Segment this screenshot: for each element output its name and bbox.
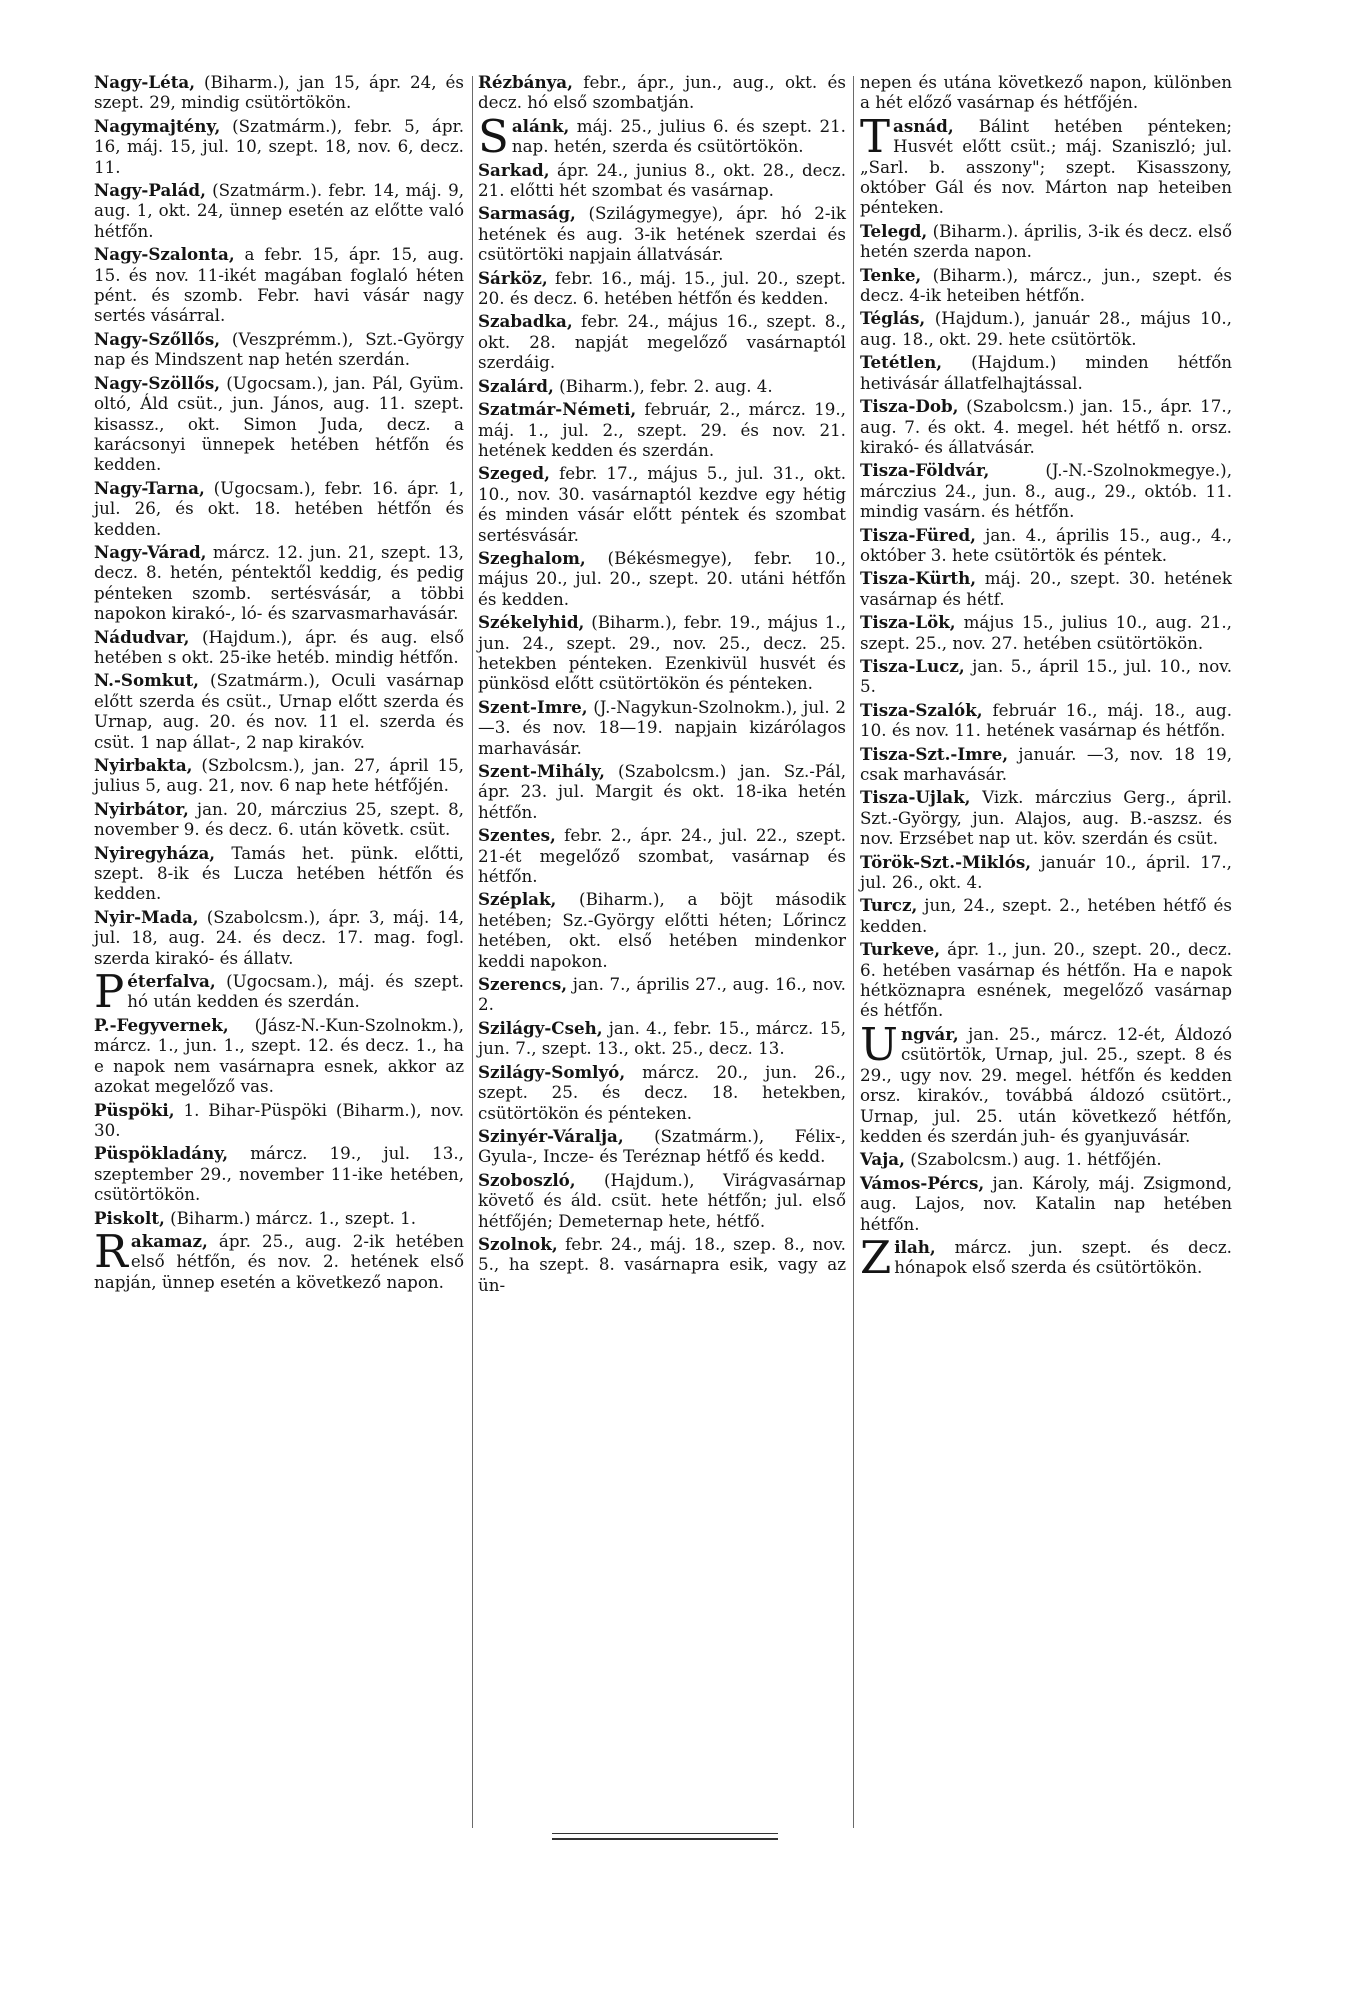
place-name: Szent-Mihály, — [478, 761, 605, 781]
drop-cap: R — [94, 1224, 128, 1278]
market-dates: (Szabolcsm.), ápr. 3, máj. 14, jul. 18, aug. 24. és decz. 17. mag. fogl. szerda kirakó- és állatv. — [94, 906, 464, 968]
market-dates: (Veszprémm.), Szt.-György nap és Mindszent nap hetén szerdán. — [94, 328, 464, 370]
market-entry — [94, 1208, 464, 1228]
market-dates: (Szbolcsm.), jan. 27, ápril 15, julius 5, aug. 21, nov. 6 nap hete hétfőjén. — [94, 755, 464, 796]
market-entry — [94, 965, 464, 1019]
market-entry — [478, 1170, 846, 1231]
market-dates: febr. 16., máj. 15., jul. 20., szept. 20. és decz. 6. hetében hétfőn és kedden. — [478, 267, 846, 309]
market-entry — [478, 548, 846, 609]
market-dates: febr., ápr., jun., aug., okt. és decz. hó első szombatján. — [478, 72, 846, 113]
column-3 — [860, 72, 1232, 1284]
market-entry — [94, 755, 464, 796]
market-dates: Vizk. márczius Gerg., ápril. Szt.-György, jun. Alajos, aug. B.-aszsz. és nov. Erzsébet nap ut. köv. szerdán és csüt. — [860, 787, 1232, 849]
market-dates: márcz. 20., jun. 26., szept. 25. és decz. 18. hetekben, csütörtökön és pénteken. — [478, 1061, 846, 1123]
place-name: Nagy-Léta, — [94, 72, 196, 92]
market-dates: (Biharm.), márcz., jun., szept. és decz. 4-ik heteiben hétfőn. — [860, 264, 1232, 306]
market-dates: (Biharm.), jan 15, ápr. 24, és szept. 29, mindig csütörtökön. — [94, 72, 464, 113]
market-entry — [478, 72, 846, 113]
market-entry — [94, 329, 464, 370]
place-name: P.-Fegyvernek, — [94, 1014, 229, 1035]
place-name: Nagy-Szalonta, — [94, 244, 235, 265]
market-dates: február 16., máj. 18., aug. 10. és nov. 11. hetének vasárnap és hétfőn. — [860, 699, 1232, 741]
place-name: asnád, — [893, 115, 954, 136]
market-dates: márcz. jun. szept. és decz. hónapok első szerda és csütörtökön. — [894, 1236, 1232, 1278]
market-dates: (Biharm.), a böjt második hetében; Sz.-György előtti héten; Lőrincz hetében, okt. első hetében mindenkor keddi napokon. — [478, 889, 846, 971]
place-name: Székelyhid, — [478, 612, 585, 633]
market-entry — [94, 1143, 464, 1204]
place-name: Szilágy-Cseh, — [478, 1017, 603, 1038]
place-name: Turcz, — [860, 895, 918, 916]
place-name: Szent-Imre, — [478, 696, 588, 717]
market-dates: nepen és utána következő napon, különben a hét előző vasárnap és hétfőjén. — [860, 72, 1232, 113]
market-dates: ápr. 24., junius 8., okt. 28., decz. 21. előtti hét szombat és vasárnap. — [478, 159, 846, 201]
drop-cap: U — [860, 1017, 898, 1071]
place-name: Sarmaság, — [478, 203, 576, 224]
market-entry — [94, 907, 464, 968]
place-name: Szentes, — [478, 825, 556, 846]
place-name: Szoboszló, — [478, 1169, 576, 1190]
market-entry — [860, 656, 1232, 697]
market-dates: máj. 20., szept. 30. hetének vasárnap és hétf. — [860, 568, 1232, 609]
place-name: Szerencs, — [478, 974, 568, 995]
market-dates: jan. 20, márczius 25, szept. 8, november 9. és decz. 6. után követk. csüt. — [94, 798, 464, 840]
market-entry — [478, 1126, 846, 1167]
market-entry — [860, 1017, 1232, 1146]
market-entry — [860, 852, 1232, 893]
place-name: Püspöki, — [94, 1099, 175, 1120]
market-dates: (Biharm.). április, 3-ik és decz. első hetén szerda napon. — [860, 220, 1232, 262]
place-name: éterfalva, — [127, 971, 216, 992]
market-entry — [478, 109, 846, 163]
market-entry — [860, 568, 1232, 609]
market-entry — [94, 116, 464, 177]
market-entry — [478, 463, 846, 545]
market-dates: (Biharm.), febr. 2. aug. 4. — [553, 375, 773, 396]
market-entry — [94, 180, 464, 241]
place-name: Tisza-Földvár, — [860, 460, 990, 481]
place-name: N.-Somkut, — [94, 670, 199, 691]
place-name: Téglás, — [860, 308, 926, 329]
place-name: Szolnok, — [478, 1233, 558, 1254]
market-dates: (Szatmárm.), Oculi vasárnap előtt szerda és csüt., Urnap előtt szerda és Urnap, aug. 20. és nov. 11 el. szerda és csüt. 1 nap állat-, 2 nap kirakóv. — [94, 670, 464, 752]
place-name: Nagy-Szöllős, — [94, 372, 221, 393]
place-name: Sárköz, — [478, 267, 548, 288]
place-name: Szalárd, — [478, 375, 554, 396]
market-entry — [860, 265, 1232, 306]
market-dates: (Ugocsam.), jan. Pál, Gyüm. oltó, Áld csüt., jun. János, aug. 11. szept. kisassz., okt. Simon Juda, decz. a karácsonyi ünnepek hetében hétfőn és kedden. — [94, 372, 464, 475]
market-entry — [860, 939, 1232, 1021]
market-entry — [860, 109, 1232, 218]
market-entry — [478, 1018, 846, 1059]
place-name: Széplak, — [478, 889, 557, 910]
place-name: Nádudvar, — [94, 626, 190, 647]
market-dates: a febr. 15, ápr. 15, aug. 15. és nov. 11-ikét magában foglaló héten pént. és szomb. Febr. havi vásár nagy sertés vásárral. — [94, 244, 464, 326]
place-name: Vámos-Pércs, — [860, 1172, 985, 1193]
market-entry — [478, 761, 846, 822]
market-dates: ápr. 25., aug. 2-ik hetében első hétfőn, és nov. 2. hetének első napján, ünnep esetén a következő napon. — [94, 1230, 464, 1292]
market-entry — [94, 478, 464, 539]
market-dates: (Szilágymegye), ápr. hó 2-ik hetének és aug. 3-ik hetének szerdai és csütörtöki napjain állatvásár. — [478, 203, 846, 265]
place-name: Szeged, — [478, 463, 550, 484]
end-ornament — [552, 1833, 778, 1840]
market-dates: (Biharm.), febr. 19., május 1., jun. 24., szept. 29., nov. 25., decz. 25. hetekben pénteken. Ezenkivül husvét és pünkösd előtt csütörtökön és pénteken. — [478, 612, 846, 694]
market-entry — [94, 843, 464, 904]
market-entry — [860, 1173, 1232, 1234]
market-entry — [478, 399, 846, 460]
market-entry — [860, 787, 1232, 848]
place-name: Piskolt, — [94, 1207, 165, 1228]
market-dates: febr. 24., május 16., szept. 8., okt. 28. napját megelőző vasárnaptól szerdáig. — [478, 311, 846, 373]
place-name: Püspökladány, — [94, 1143, 229, 1164]
market-entry — [94, 244, 464, 326]
market-dates: (Jász-N.-Kun-Szolnokm.), márcz. 1., jun. 1., szept. 12. és decz. 1., ha e napok nem vasárnapra esnek, akkor az azokat megelőző vas. — [94, 1014, 464, 1097]
column-2 — [478, 72, 846, 1298]
market-entry — [860, 396, 1232, 457]
market-entry — [94, 542, 464, 624]
market-entry — [860, 700, 1232, 741]
market-dates: Bálint hetében pénteken; Husvét előtt csüt.; máj. Szaniszló; jul. „Sarl. b. asszony"; szept. Kisasszony, október Gál és nov. Márton nap heteiben pénteken. — [860, 115, 1232, 218]
place-name: Szilágy-Somlyó, — [478, 1061, 626, 1082]
market-entry — [94, 373, 464, 475]
column-rule-left — [472, 76, 473, 1828]
market-entry — [94, 670, 464, 752]
market-entry — [860, 612, 1232, 653]
market-entry — [94, 72, 464, 113]
market-dates: (Szabolcsm.) jan. 15., ápr. 17., aug. 7. és okt. 4. megel. hét hétfő n. orsz. kirakó- és állatvásár. — [860, 396, 1232, 457]
market-dates: jan. 5., ápril 15., jul. 10., nov. 5. — [860, 655, 1232, 697]
market-dates: márcz. 19., jul. 13., szeptember 29., november 11-ike hetében, csütörtökön. — [94, 1143, 464, 1205]
place-name: Nyiregyháza, — [94, 842, 216, 863]
market-entry — [478, 311, 846, 372]
market-dates: 1. Bihar-Püspöki (Biharm.), nov. 30. — [94, 1099, 464, 1140]
place-name: Nagy-Palád, — [94, 180, 206, 201]
market-dates: (Hajdum.), január 28., május 10., aug. 18., okt. 29. hete csütörtök. — [860, 308, 1232, 349]
market-dates: (Szatmárm.), febr. 5, ápr. 16, máj. 15, jul. 10, szept. 18, nov. 6, decz. 11. — [94, 115, 464, 177]
market-entry — [94, 1224, 464, 1292]
market-entry — [478, 825, 846, 886]
market-entry — [478, 889, 846, 971]
place-name: Tisza-Szt.-Imre, — [860, 743, 1009, 764]
market-dates: február, 2., márcz. 19., máj. 1., jul. 2., szept. 29. és nov. 21. hetének kedden és szerdán. — [478, 399, 846, 460]
column-rule-right — [853, 76, 854, 1828]
market-entry — [478, 268, 846, 309]
place-name: Telegd, — [860, 220, 928, 241]
market-dates: (J.-N.-Szolnokmegye.), márczius 24., jun. 8., aug., 29., októb. 11. mindig vasárn. és hétfőn. — [860, 460, 1232, 522]
place-name: Nagy-Várad, — [94, 541, 207, 562]
place-name: Török-Szt.-Miklós, — [860, 851, 1032, 872]
market-entry — [478, 1062, 846, 1123]
place-name: Nyir-Mada, — [94, 906, 199, 927]
market-entry — [860, 221, 1232, 262]
market-entry — [860, 525, 1232, 566]
place-name: Szinyér-Váralja, — [478, 1125, 624, 1146]
place-name: Nagy-Tarna, — [94, 477, 205, 498]
market-dates: Tamás het. pünk. előtti, szept. 8-ik és Lucza hetében hétfőn és kedden. — [94, 842, 464, 904]
place-name: Nyirbátor, — [94, 798, 189, 819]
market-dates: jan. 4., febr. 15., márcz. 15, jun. 7., szept. 13., okt. 25., decz. 13. — [478, 1017, 846, 1059]
place-name: Tetétlen, — [860, 352, 943, 373]
market-dates: jun, 24., szept. 2., hetében hétfő és kedden. — [860, 895, 1232, 936]
market-entry — [860, 1149, 1232, 1169]
market-dates: febr. 17., május 5., jul. 31., okt. 10., nov. 30. vasárnaptól kezdve egy hétig és minden vásár előtt péntek és szombat sertésvásár. — [478, 463, 846, 545]
market-dates: (Szatmárm.), Félix-, Gyula-, Incze- és Teréznap hétfő és kedd. — [478, 1125, 846, 1167]
place-name: Szabadka, — [478, 311, 573, 332]
market-dates: jan. 4., április 15., aug., 4., október 3. hete csütörtök és péntek. — [860, 524, 1232, 565]
market-entry — [860, 1230, 1232, 1284]
market-entry — [94, 1100, 464, 1141]
market-dates: jan. 25., márcz. 12-ét, Áldozó csütörtök, Urnap, jul. 25., szept. 8 és 29., ugy nov. 29. megel. hétfőn és kedden orsz. kirakóv., továbbá áldozó csütört., Urnap, jul. 25. után következő hétfőn, kedden és szerdán juh- és gyanjuvásár. — [860, 1023, 1232, 1146]
market-dates: jan. Károly, máj. Zsigmond, aug. Lajos, nov. Katalin nap hetében hétfőn. — [860, 1172, 1232, 1234]
place-name: Tisza-Kürth, — [860, 568, 977, 589]
place-name: Turkeve, — [860, 939, 941, 960]
market-entry — [94, 799, 464, 840]
market-entry — [94, 1015, 464, 1097]
market-entry — [860, 352, 1232, 393]
market-dates: január. —3, nov. 18 19, csak marhavásár. — [860, 743, 1232, 784]
place-name: Nyirbakta, — [94, 755, 193, 775]
place-name: Tisza-Szalók, — [860, 699, 983, 720]
market-entry — [478, 376, 846, 396]
place-name: Tenke, — [860, 264, 922, 285]
market-dates: (J.-Nagykun-Szolnokm.), jul. 2—3. és nov. 18—19. napjain kizárólagos marhavásár. — [478, 696, 846, 758]
market-entry — [860, 72, 1232, 113]
market-entry — [860, 895, 1232, 936]
market-entry — [478, 160, 846, 201]
place-name: Rézbánya, — [478, 72, 573, 92]
market-dates: febr. 2., ápr. 24., jul. 22., szept. 21-ét megelőző szombat, vasárnap és hétfőn. — [478, 825, 846, 887]
market-dates: (Ugocsam.), febr. 16. ápr. 1, jul. 26, és okt. 18. hetében hétfőn és kedden. — [94, 477, 464, 539]
place-name: akamaz, — [130, 1230, 208, 1251]
market-dates: (Biharm.) márcz. 1., szept. 1. — [164, 1207, 417, 1228]
market-dates: (Békésmegye), febr. 10., május 20., jul. 20., szept. 20. utáni hétfőn és kedden. — [478, 547, 846, 609]
drop-cap: T — [860, 109, 891, 163]
market-entry — [94, 627, 464, 668]
market-entry — [860, 460, 1232, 521]
place-name: Szatmár-Németi, — [478, 399, 637, 420]
market-dates: máj. 25., julius 6. és szept. 21. nap. hetén, szerda és csütörtökön. — [511, 115, 846, 157]
place-name: ngvár, — [900, 1023, 959, 1044]
market-dates: (Szabolcsm.) jan. Sz.-Pál, ápr. 23. jul. Margit és okt. 18-ika hetén hétfőn. — [478, 761, 846, 822]
place-name: Tisza-Lucz, — [860, 655, 965, 676]
market-entry — [478, 697, 846, 758]
market-dates: (Hajdum.) minden hétfőn hetivásár állatfelhajtással. — [860, 352, 1232, 393]
market-dates: ápr. 1., jun. 20., szept. 20., decz. 6. hetében vasárnap és hétfőn. Ha e napok hétköznapra esnének, megelőző vasárnap és hétfőn. — [860, 939, 1232, 1021]
place-name: Nagy-Szőllős, — [94, 328, 221, 349]
market-dates: febr. 24., máj. 18., szep. 8., nov. 5., ha szept. 8. vasárnapra esik, vagy az ün- — [478, 1233, 846, 1295]
drop-cap: Z — [860, 1230, 892, 1284]
market-entry — [860, 744, 1232, 785]
place-name: Tisza-Füred, — [860, 524, 976, 545]
place-name: Sarkad, — [478, 159, 550, 180]
market-dates: (Hajdum.), ápr. és aug. első hetében s okt. 25-ike hetéb. mindig hétfőn. — [94, 626, 464, 667]
drop-cap: P — [94, 965, 125, 1019]
market-dates: (Szabolcsm.) aug. 1. hétfőjén. — [904, 1149, 1162, 1170]
market-dates: május 15., julius 10., aug. 21., szept. 25., nov. 27. hetében csütörtökön. — [860, 612, 1232, 653]
market-entry — [478, 1234, 846, 1295]
market-entry — [478, 974, 846, 1015]
market-dates: (Ugocsam.), máj. és szept. hó után kedden és szerdán. — [127, 971, 464, 1012]
column-1 — [94, 72, 464, 1295]
market-dates: január 10., ápril. 17., jul. 26., okt. 4. — [860, 851, 1232, 893]
place-name: alánk, — [511, 115, 570, 136]
place-name: Tisza-Dob, — [860, 396, 959, 417]
market-entry — [860, 308, 1232, 349]
place-name: Vaja, — [860, 1149, 905, 1170]
drop-cap: S — [478, 109, 509, 163]
place-name: ilah, — [894, 1236, 936, 1257]
market-dates: jan. 7., április 27., aug. 16., nov. 2. — [478, 974, 846, 1015]
market-dates: márcz. 12. jun. 21, szept. 13, decz. 8. hetén, péntektől keddig, és pedig pénteken szomb. sertésvásár, a többi napokon kirakó-, ló- és szarvasmarhavásár. — [94, 541, 464, 624]
place-name: Szeghalom, — [478, 547, 586, 568]
place-name: Nagymajtény, — [94, 115, 221, 136]
market-dates: (Szatmárm.). febr. 14, máj. 9, aug. 1, okt. 24, ünnep esetén az előtte való hétfőn. — [94, 180, 464, 241]
market-entry — [478, 203, 846, 264]
place-name: Tisza-Ujlak, — [860, 787, 971, 808]
place-name: Tisza-Lök, — [860, 612, 956, 633]
market-entry — [478, 612, 846, 694]
market-dates: (Hajdum.), Virágvasárnap követő és áld. csüt. hete hétfőn; jul. első hétfőjén; Demeternap hete, hétfő. — [478, 1169, 846, 1231]
